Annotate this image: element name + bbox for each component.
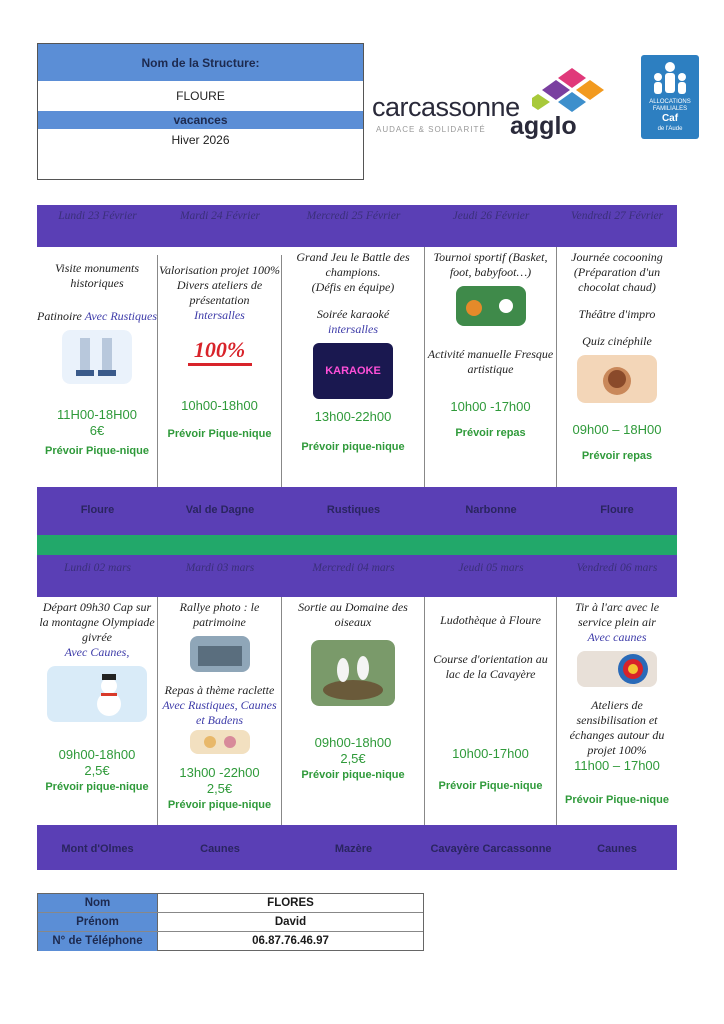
note: Prévoir Pique-nique: [438, 780, 543, 792]
week1-place-4: Narbonne: [465, 504, 517, 516]
week2-place-2: Caunes: [200, 843, 240, 855]
week2-cell-3: [282, 597, 425, 825]
week2-day-1: Lundi 02 mars: [63, 562, 132, 574]
note: Prévoir repas: [581, 450, 653, 462]
partner: Avec Rustiques, Caunes et Badens: [162, 698, 277, 727]
tel-label: N° de Téléphone: [38, 932, 158, 951]
time-range: 11H00-18H00: [57, 407, 137, 422]
karaoke-image: KARAOKE: [313, 343, 393, 399]
time-range: 10h00 -17h00: [450, 399, 531, 414]
time-range: 13h00 -22h00: [179, 765, 260, 780]
time-range: 09h00-18h00: [314, 735, 392, 750]
planning-grid: [37, 205, 677, 870]
week2-place-5: Caunes: [597, 843, 637, 855]
week2-cell-1: [37, 597, 158, 825]
week1-cell-2: [158, 255, 282, 487]
prenom-value: David: [274, 916, 307, 928]
raclette-image: [190, 730, 250, 754]
heritage-photo-image: [190, 636, 250, 672]
week2-cell-5: [557, 597, 677, 825]
carcassonne-agglo-logo: [372, 66, 632, 146]
caf-logo: [641, 55, 699, 139]
logo-word-agglo: agglo: [510, 112, 577, 140]
week-separator-bar: [37, 535, 677, 555]
note: Prévoir pique-nique: [301, 769, 405, 781]
nom-value: FLORES: [267, 897, 314, 909]
activity: Tournoi sportif (Basket, foot, babyfoot…): [433, 250, 548, 279]
week2-day-3: Mercredi 04 mars: [312, 562, 395, 574]
week1-day-2: Mardi 24 Février: [179, 210, 261, 222]
activity: Ateliers de sensibilisation et échanges autour du projet 100%: [569, 698, 665, 757]
partner: Avec caunes: [587, 630, 647, 644]
structure-info-box: [37, 43, 364, 180]
week1-place-3: Rustiques: [326, 504, 381, 516]
logo-word-carcassonne: carcassonne: [372, 92, 520, 122]
activity: Visite monuments historiques: [54, 261, 140, 290]
week2-day-2: Mardi 03 mars: [185, 562, 255, 574]
week2-day-5: Vendredi 06 mars: [576, 562, 658, 574]
partner: Avec Caunes,: [64, 645, 130, 659]
contact-table: [37, 893, 424, 951]
note: Prévoir Pique-nique: [565, 794, 669, 806]
caf-line2: Caf: [661, 113, 679, 124]
note: Prévoir repas: [455, 427, 526, 439]
contact-row-nom: [38, 894, 423, 913]
week1-day-5: Vendredi 27 Février: [570, 210, 664, 222]
week1-cell-3: [282, 247, 425, 487]
snowman-image: [47, 666, 147, 722]
week1-place-2: Val de Dagne: [185, 504, 255, 516]
structure-value: FLOURE: [38, 81, 363, 111]
week1-place-1: Floure: [80, 504, 115, 516]
note: Prévoir pique-nique: [301, 441, 405, 453]
week1-cell-5: [557, 247, 677, 487]
week1-cell-1: [37, 255, 158, 487]
activity: Départ 09h30 Cap sur la montagne Olympiade givrée: [39, 600, 155, 644]
price: 2,5€: [206, 781, 233, 796]
cocoa-mug-image: [577, 355, 657, 403]
activity: Grand Jeu le Battle des champions.: [296, 250, 410, 279]
nom-label: Nom: [38, 894, 158, 912]
time-range: 11h00 – 17h00: [574, 758, 660, 773]
activity: Quiz cinéphile: [582, 334, 652, 348]
prenom-label: Prénom: [38, 913, 158, 931]
activity: Sortie au Domaine des oiseaux: [298, 600, 408, 629]
100-percent-badge: 100%: [188, 337, 252, 366]
partner: Avec Rustiques: [84, 309, 157, 323]
caf-line1: ALLOCATIONS FAMILIALES: [649, 99, 691, 112]
partner: intersalles: [328, 322, 378, 336]
note: Prévoir Pique-nique: [167, 428, 272, 440]
contact-row-prenom: [38, 913, 423, 932]
vacances-label: vacances: [38, 111, 363, 129]
week2-cell-4: [425, 597, 557, 825]
activity: Divers ateliers de présentation: [176, 278, 263, 307]
price: 6€: [89, 423, 105, 438]
logo-diamonds-icon: [532, 66, 612, 116]
caf-line3: de l'Aude: [657, 126, 683, 132]
logo-tagline: AUDACE & SOLIDARITÉ: [376, 125, 486, 134]
activity: Théâtre d'impro: [578, 307, 656, 321]
time-range: 10h00-18h00: [181, 398, 258, 413]
ice-skates-image: [62, 330, 132, 384]
note: Prévoir pique-nique: [167, 799, 272, 811]
week2-cell-2: [158, 597, 282, 825]
note: Prévoir Pique-nique: [45, 445, 149, 457]
partner: Intersalles: [194, 308, 245, 322]
activity: Journée cocooning (Préparation d'un chocolat chaud): [571, 250, 663, 294]
tel-value: 06.87.76.46.97: [252, 935, 329, 947]
activity: (Défis en équipe): [311, 280, 395, 294]
activity: Course d'orientation au lac de la Cavayère: [433, 652, 548, 681]
week2-place-1: Mont d'Olmes: [61, 843, 134, 855]
structure-label: Nom de la Structure:: [38, 44, 363, 81]
activity: Soirée karaoké: [316, 307, 390, 321]
note: Prévoir pique-nique: [45, 781, 149, 793]
activity: Patinoire: [37, 309, 82, 323]
sports-image: [456, 286, 526, 326]
week2-place-3: Mazère: [334, 843, 373, 855]
vacances-value: Hiver 2026: [38, 129, 363, 151]
activity: Tir à l'arc avec le service plein air: [574, 600, 660, 629]
activity: Activité manuelle Fresque artistique: [427, 347, 554, 376]
activity: Valorisation projet 100%: [159, 263, 280, 277]
time-range: 10h00-17h00: [452, 746, 529, 761]
week1-day-3: Mercredi 25 Février: [306, 210, 401, 222]
price: 2,5€: [340, 751, 366, 766]
caf-family-icon: [650, 59, 690, 97]
activity-with: [37, 309, 157, 324]
week1-place-5: Floure: [600, 504, 634, 516]
week2-place-4: Cavayère Carcassonne: [430, 843, 552, 855]
storks-image: [311, 640, 395, 706]
week2-day-4: Jeudi 05 mars: [458, 562, 524, 574]
time-range: 09h00 – 18H00: [572, 422, 662, 437]
archery-target-image: [577, 651, 657, 687]
contact-row-tel: [38, 932, 423, 951]
activity: Ludothèque à Floure: [440, 613, 541, 627]
price: 2,5€: [84, 763, 110, 778]
activity: Repas à thème raclette: [164, 683, 275, 697]
week1-day-4: Jeudi 26 Février: [452, 210, 530, 222]
time-range: 09h00-18h00: [58, 747, 136, 762]
week1-day-1: Lundi 23 Février: [58, 210, 137, 222]
week1-cell-4: [425, 247, 557, 487]
time-range: 13h00-22h00: [314, 409, 392, 424]
activity: Rallye photo : le patrimoine: [179, 600, 260, 629]
